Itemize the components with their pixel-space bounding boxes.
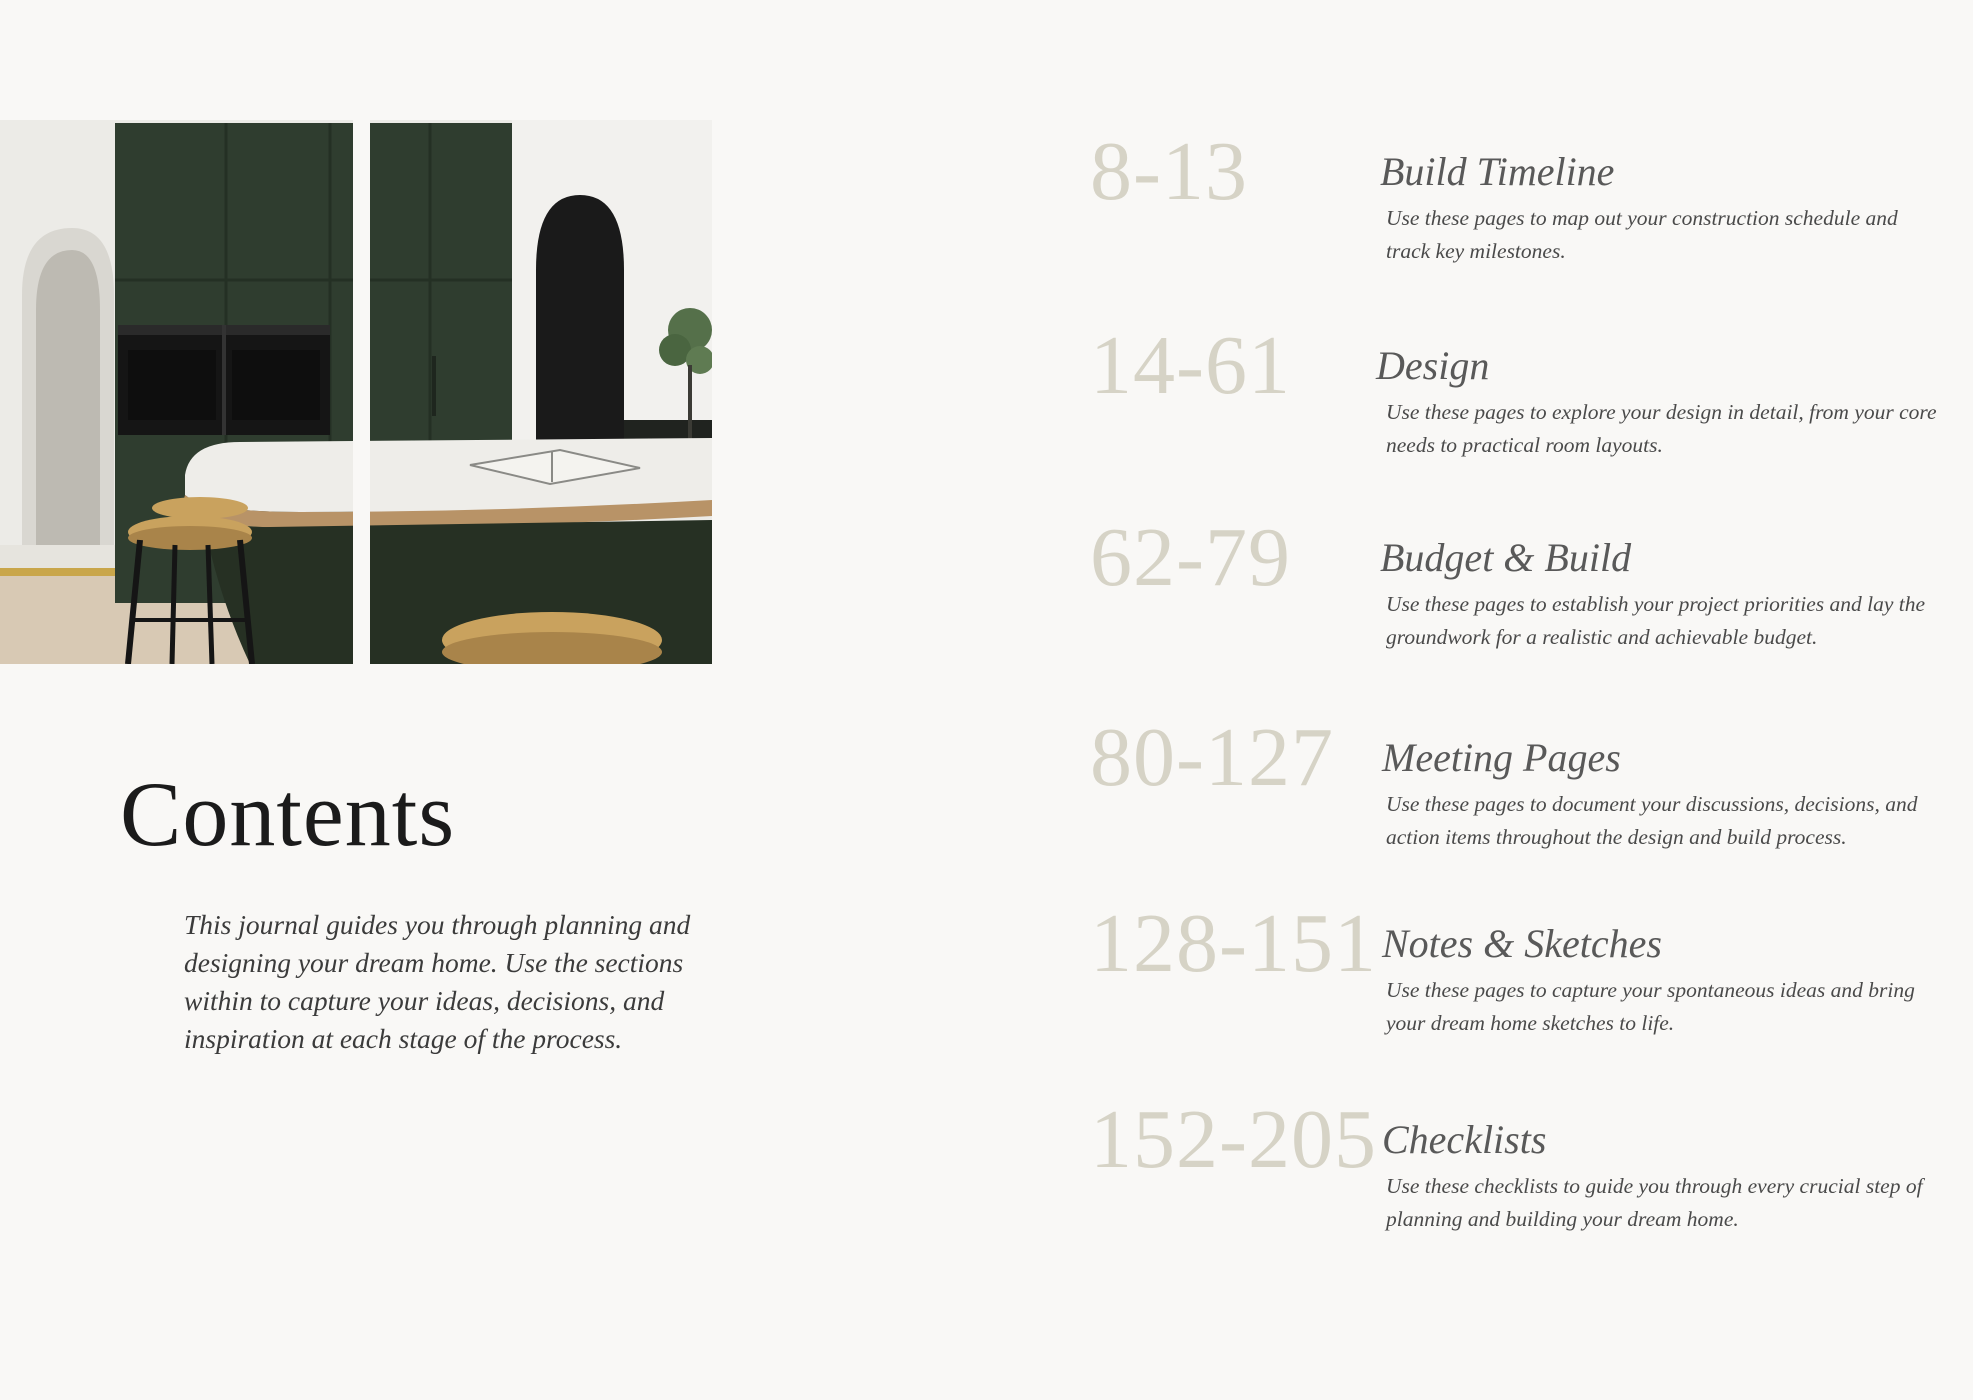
intro-text: This journal guides you through planning and designing your dream home. Use the sections within to capture your ideas, decisions, and inspiration at each stage of the process.	[184, 909, 691, 1054]
page-range: 152-205	[1090, 1093, 1377, 1186]
toc-item-checklists[interactable]	[1090, 1093, 1950, 1248]
section-description: Use these pages to establish your project priorities and lay the groundwork for a realistic and achievable budget.	[1386, 592, 1926, 649]
page-range: 62-79	[1090, 511, 1291, 604]
section-description: Use these pages to capture your spontaneous ideas and bring your dream home sketches to life.	[1386, 978, 1915, 1035]
page-range: 8-13	[1090, 125, 1248, 218]
toc-item-budget-build[interactable]	[1090, 511, 1950, 666]
kitchen-photo	[0, 120, 712, 664]
section-title: Design	[1376, 343, 1490, 388]
section-description: Use these checklists to guide you through every crucial step of planning and building your dream home.	[1386, 1174, 1923, 1231]
section-title: Checklists	[1382, 1117, 1547, 1162]
toc-item-design[interactable]	[1090, 319, 1950, 474]
section-description: Use these pages to explore your design in detail, from your core needs to practical room layouts.	[1386, 400, 1937, 457]
toc-item-build-timeline[interactable]	[1090, 125, 1950, 280]
section-title: Build Timeline	[1380, 149, 1615, 194]
page-title: Contents	[120, 763, 456, 865]
page-range: 14-61	[1090, 319, 1291, 412]
page-range: 128-151	[1090, 897, 1377, 990]
section-description: Use these pages to document your discussions, decisions, and action items throughout the design and build process.	[1386, 792, 1918, 849]
toc-item-notes-sketches[interactable]	[1090, 897, 1950, 1052]
section-description: Use these pages to map out your construction schedule and track key milestones.	[1386, 206, 1898, 263]
toc-item-meeting-pages[interactable]	[1090, 711, 1950, 866]
section-title: Notes & Sketches	[1382, 921, 1662, 966]
section-title: Meeting Pages	[1382, 735, 1621, 780]
page-range: 80-127	[1090, 711, 1334, 804]
section-title: Budget & Build	[1380, 535, 1632, 580]
